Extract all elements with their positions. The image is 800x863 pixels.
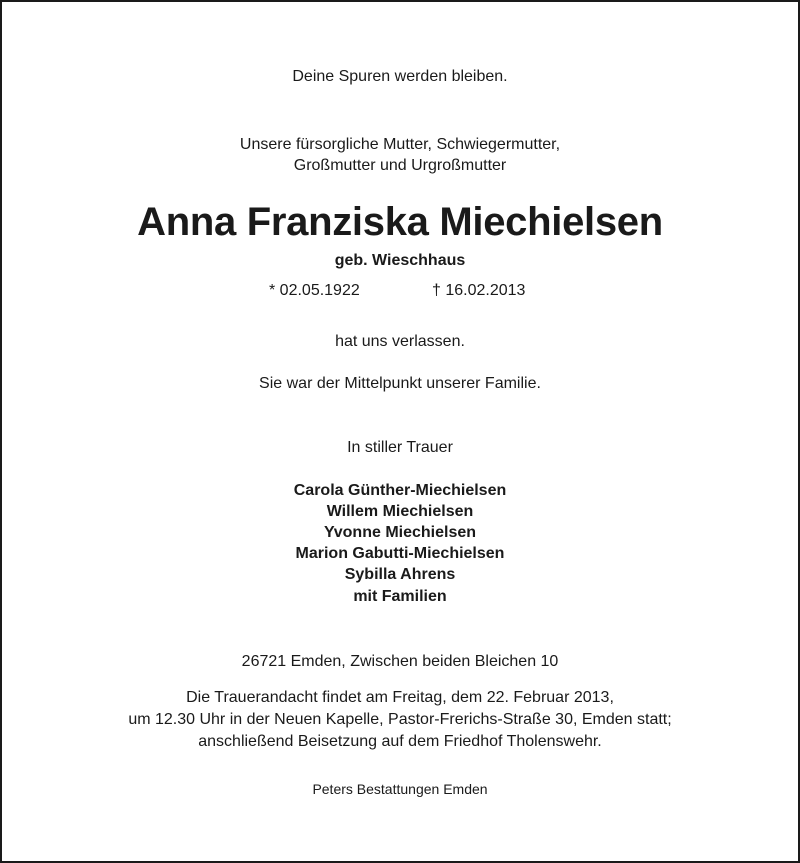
birth-date: * 02.05.1922: [269, 282, 360, 299]
maiden-name: geb. Wieschhaus: [334, 252, 466, 269]
passed-text: hat uns verlassen.: [335, 333, 465, 350]
mourner-name: Carola Günther-Miechielsen: [293, 482, 507, 499]
mourner-name: Sybilla Ahrens: [344, 566, 456, 583]
life-dates: [2, 280, 798, 302]
service-line-3: anschließend Beisetzung auf dem Friedhof Tholenswehr.: [198, 733, 602, 750]
mourning-label: In stiller Trauer: [347, 439, 453, 456]
service-line-1: Die Trauerandacht findet am Freitag, dem 22. Februar 2013,: [186, 689, 614, 706]
undertaker: Peters Bestattungen Emden: [312, 781, 488, 797]
mourner-name: Yvonne Miechielsen: [323, 524, 477, 541]
mourner-name: Willem Miechielsen: [326, 503, 474, 520]
mourner-name: Marion Gabutti-Miechielsen: [295, 545, 505, 562]
service-line-2: um 12.30 Uhr in der Neuen Kapelle, Pastor-Frerichs-Straße 30, Emden statt;: [128, 711, 672, 728]
mourner-families: mit Familien: [353, 588, 447, 605]
motto: Deine Spuren werden bleiben.: [292, 68, 508, 85]
intro-line-1: Unsere fürsorgliche Mutter, Schwiegermutter,: [239, 136, 561, 153]
death-date: † 16.02.2013: [432, 282, 526, 299]
tribute-text: Sie war der Mittelpunkt unserer Familie.: [259, 375, 541, 392]
deceased-name: Anna Franziska Miechielsen: [137, 200, 663, 244]
family-address: 26721 Emden, Zwischen beiden Bleichen 10: [241, 653, 559, 670]
intro-line-2: Großmutter und Urgroßmutter: [293, 157, 507, 174]
